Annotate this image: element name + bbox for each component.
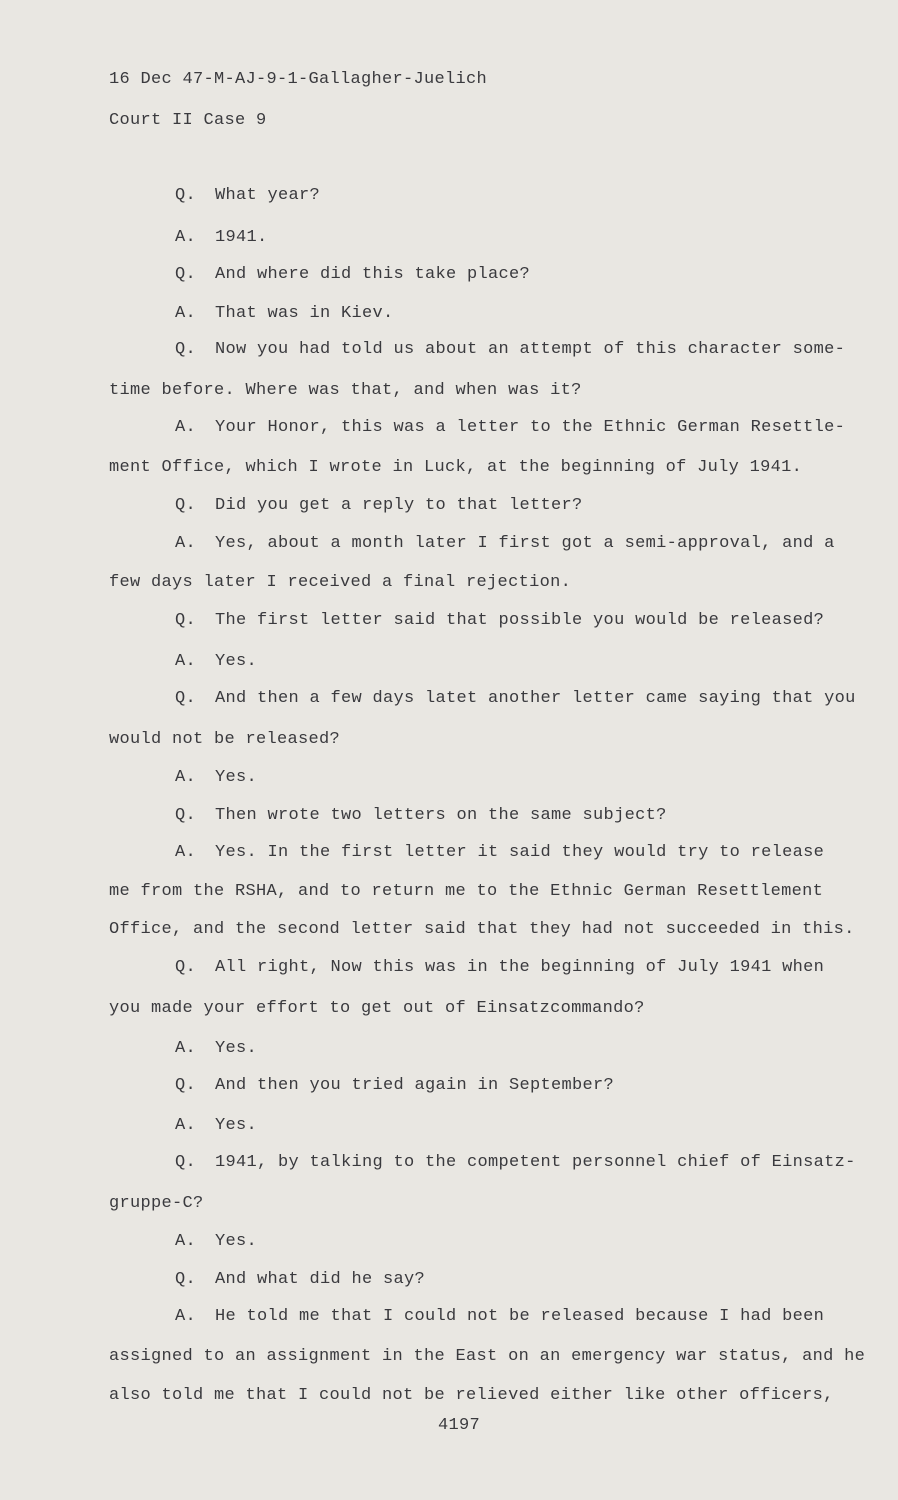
- answer-line: [175, 304, 394, 323]
- line-text: me from the RSHA, and to return me to the Ethnic German Resettlement: [109, 882, 824, 901]
- line-text: And what did he say?: [215, 1270, 426, 1289]
- answer-line: [175, 418, 845, 437]
- question-line: [175, 806, 667, 825]
- speaker-tag: Q.: [175, 958, 197, 977]
- line-text: Yes.: [215, 768, 258, 787]
- line-text: All right, Now this was in the beginning of July 1941 when: [215, 958, 825, 977]
- line-text: also told me that I could not be relieved either like other officers,: [109, 1386, 834, 1405]
- line-text: gruppe-C?: [109, 1194, 204, 1213]
- speaker-tag: A.: [175, 1116, 197, 1135]
- continuation-line: [109, 1194, 204, 1213]
- speaker-tag: Q.: [175, 806, 197, 825]
- answer-line: [175, 768, 257, 787]
- speaker-tag: A.: [175, 1307, 197, 1326]
- question-line: [175, 496, 583, 515]
- question-line: [175, 265, 530, 284]
- answer-line: [175, 228, 268, 247]
- question-line: [175, 1270, 425, 1289]
- speaker-tag: Q.: [175, 265, 197, 284]
- speaker-tag: Q.: [175, 186, 197, 205]
- answer-line: [175, 843, 824, 862]
- speaker-tag: Q.: [175, 340, 197, 359]
- speaker-tag: A.: [175, 1039, 197, 1058]
- speaker-tag: A.: [175, 418, 197, 437]
- continuation-line: [109, 1347, 865, 1366]
- line-text: Office, and the second letter said that they had not succeeded in this.: [109, 920, 855, 939]
- line-text: He told me that I could not be released because I had been: [215, 1307, 825, 1326]
- line-text: would not be released?: [109, 730, 341, 749]
- continuation-line: [109, 458, 802, 477]
- answer-line: [175, 1039, 257, 1058]
- continuation-line: [109, 1386, 834, 1405]
- speaker-tag: A.: [175, 1232, 197, 1251]
- answer-line: [175, 1232, 257, 1251]
- continuation-line: [109, 381, 582, 400]
- speaker-tag: Q.: [175, 1270, 197, 1289]
- continuation-line: [109, 730, 340, 749]
- question-line: [175, 958, 824, 977]
- speaker-tag: A.: [175, 534, 197, 553]
- continuation-line: [109, 999, 645, 1018]
- speaker-tag: Q.: [175, 611, 197, 630]
- line-text: 1941, by talking to the competent personnel chief of Einsatz-: [215, 1153, 856, 1172]
- continuation-line: [109, 573, 571, 592]
- line-text: Your Honor, this was a letter to the Ethnic German Resettle-: [215, 418, 846, 437]
- line-text: And then a few days latet another letter came saying that you: [215, 689, 856, 708]
- question-line: [175, 186, 320, 205]
- document-reference: 16 Dec 47-M-AJ-9-1-Gallagher-Juelich: [109, 70, 488, 89]
- question-line: [175, 1153, 856, 1172]
- speaker-tag: A.: [175, 652, 197, 671]
- line-text: few days later I received a final rejection.: [109, 573, 572, 592]
- continuation-line: [109, 882, 823, 901]
- line-text: And where did this take place?: [215, 265, 531, 284]
- line-text: 1941.: [215, 228, 268, 247]
- line-text: Now you had told us about an attempt of this character some-: [215, 340, 846, 359]
- answer-line: [175, 1307, 824, 1326]
- line-text: assigned to an assignment in the East on an emergency war status, and he: [109, 1347, 866, 1366]
- speaker-tag: A.: [175, 843, 197, 862]
- line-text: Then wrote two letters on the same subject?: [215, 806, 667, 825]
- question-line: [175, 611, 824, 630]
- speaker-tag: A.: [175, 768, 197, 787]
- page-number: 4197: [438, 1416, 481, 1435]
- line-text: And then you tried again in September?: [215, 1076, 615, 1095]
- court-case-label: Court II Case 9: [109, 111, 267, 130]
- line-text: you made your effort to get out of Einsatzcommando?: [109, 999, 645, 1018]
- line-text: Yes.: [215, 1039, 258, 1058]
- line-text: Did you get a reply to that letter?: [215, 496, 583, 515]
- line-text: time before. Where was that, and when was it?: [109, 381, 582, 400]
- speaker-tag: Q.: [175, 1153, 197, 1172]
- speaker-tag: Q.: [175, 689, 197, 708]
- line-text: Yes, about a month later I first got a semi-approval, and a: [215, 534, 835, 553]
- speaker-tag: Q.: [175, 496, 197, 515]
- line-text: The first letter said that possible you would be released?: [215, 611, 825, 630]
- continuation-line: [109, 920, 855, 939]
- answer-line: [175, 652, 257, 671]
- line-text: Yes.: [215, 1232, 258, 1251]
- line-text: ment Office, which I wrote in Luck, at the beginning of July 1941.: [109, 458, 803, 477]
- line-text: That was in Kiev.: [215, 304, 394, 323]
- speaker-tag: Q.: [175, 1076, 197, 1095]
- question-line: [175, 1076, 614, 1095]
- question-line: [175, 340, 845, 359]
- speaker-tag: A.: [175, 228, 197, 247]
- line-text: Yes. In the first letter it said they would try to release: [215, 843, 825, 862]
- answer-line: [175, 534, 835, 553]
- answer-line: [175, 1116, 257, 1135]
- line-text: What year?: [215, 186, 321, 205]
- line-text: Yes.: [215, 1116, 258, 1135]
- line-text: Yes.: [215, 652, 258, 671]
- question-line: [175, 689, 856, 708]
- speaker-tag: A.: [175, 304, 197, 323]
